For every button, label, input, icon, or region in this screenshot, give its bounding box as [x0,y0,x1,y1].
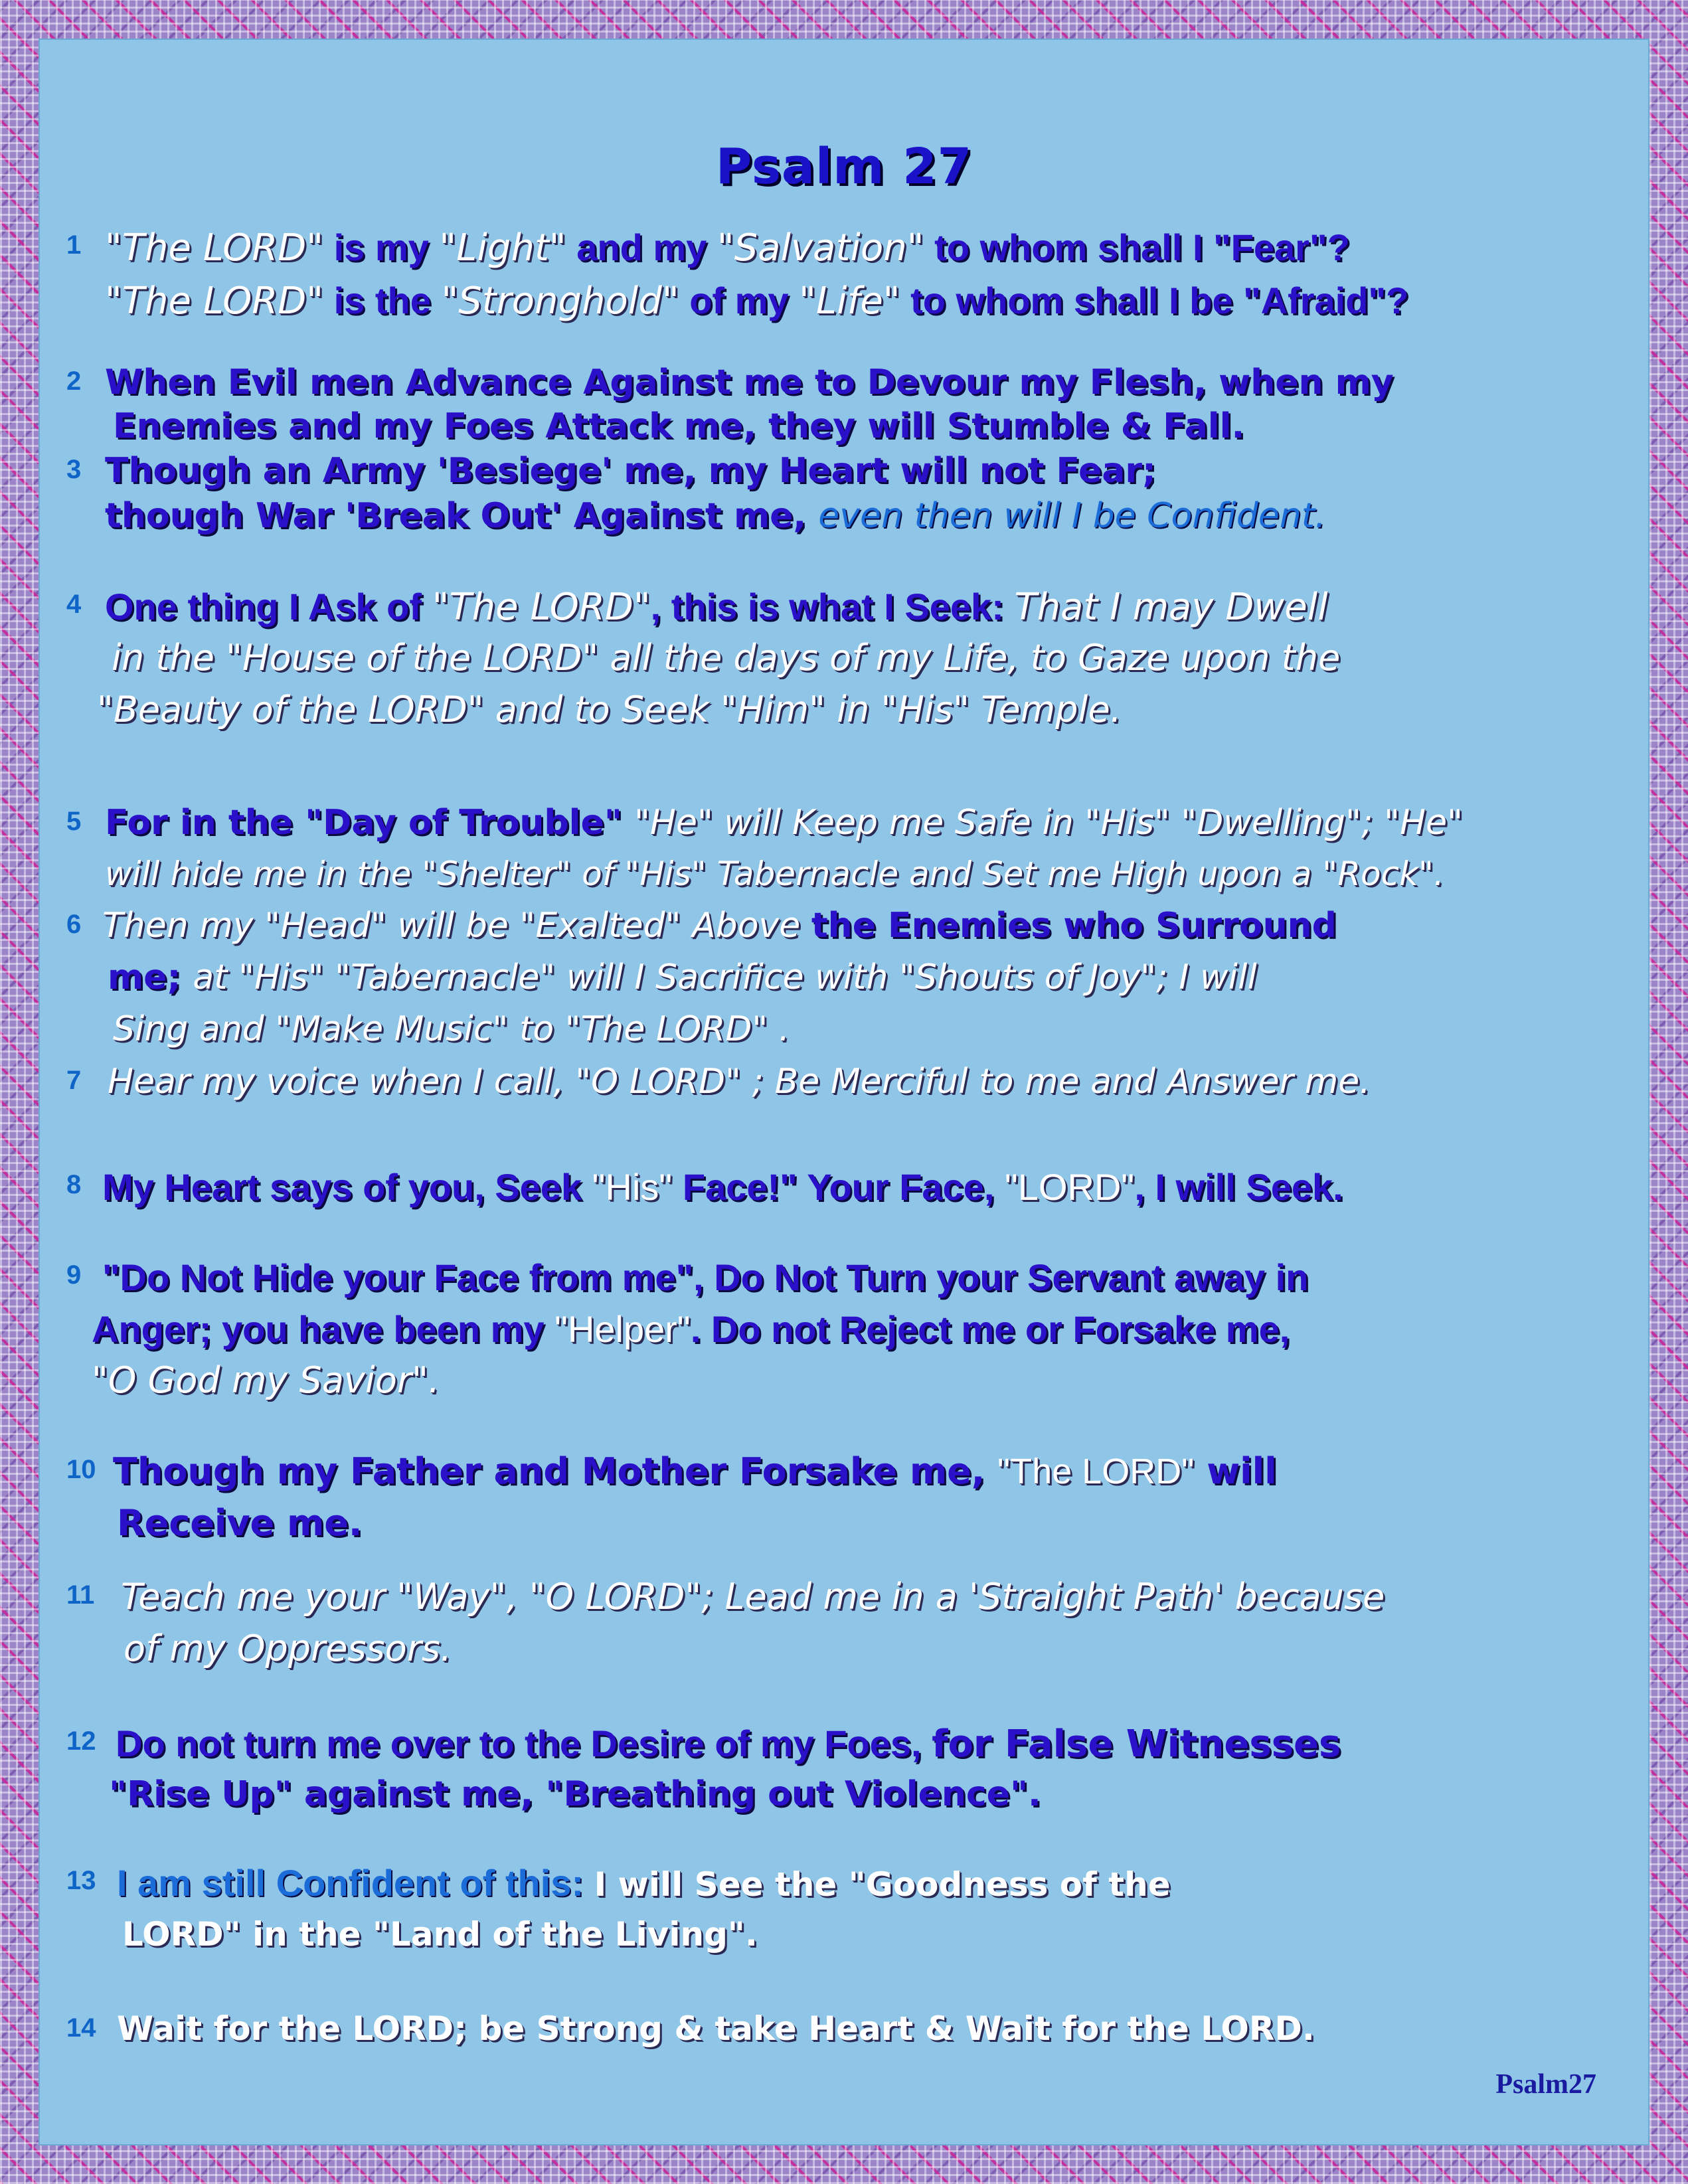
verse-number: 1 [66,230,82,260]
verse-text-blue: of my [679,280,800,321]
verse-text-white: "The LORD" [432,586,651,629]
verse-line [113,406,1245,446]
verse-text-white: at "His" "Tabernacle" will I Sacrifice with "Shouts of Joy"; I will [193,958,1257,997]
verse-number: 6 [66,910,82,939]
verse-text-white: Sing and "Make Music" to "The LORD" . [113,1009,790,1049]
verse-text-blue: the Enemies who Surround [811,906,1337,946]
verse-text-blue: , this is what I Seek: [650,586,1015,628]
verse-line [105,365,1394,400]
verse-text-white: "LORD" [1004,1166,1135,1208]
verse-text-white: "Helper" [554,1308,691,1350]
verse-text-white: "He" will Keep me Safe in "His" "Dwelling"; "He" [633,803,1464,843]
verse-text-white: I will See the "Goodness of the [594,1865,1171,1904]
verse-text-blue: me; [108,958,193,997]
verse-line [92,1359,440,1401]
verse-line [109,1774,1041,1814]
verse-text-white: "His" [592,1166,673,1208]
verse-text-blue: to whom shall I be "Afraid"? [900,280,1409,321]
footer-label: Psalm27 [1495,2069,1596,2100]
verse-text-blue: My Heart says of you, Seek [102,1166,592,1208]
verse-line [105,586,1328,629]
verse-number: 11 [66,1580,95,1610]
verse-text-blue: When Evil men Advance Against me to Devour my Flesh, when my [105,363,1394,402]
verse-number: 14 [66,2013,96,2043]
verse-line [113,1009,790,1049]
verse-number: 12 [66,1726,96,1756]
verse-number: 5 [66,807,82,836]
verse-number: 13 [66,1866,96,1895]
verse-number: 8 [66,1170,82,1199]
verse-text-white: "Salvation" [717,226,924,270]
verse-text-blue: , I will Seek. [1134,1166,1343,1208]
verse-text-white: "The LORD" [105,226,324,270]
verse-line [105,226,1350,270]
verse-text-blue: Enemies and my Foes Attack me, they will Stumble & Fall. [113,406,1245,446]
verse-line [112,637,1341,679]
verse-number: 7 [66,1066,82,1095]
verse-text-cyan: even then will I be Confident. [818,496,1326,536]
verse-text-white: will hide me in the "Shelter" of "His" Tabernacle and Set me High upon a "Rock". [105,855,1444,893]
verse-text-blue: Though my Father and Mother Forsake me, [113,1450,998,1492]
page-panel [39,39,1649,2145]
verse-line [108,1062,1371,1102]
verse-text-blue: for False Witnesses [932,1722,1341,1766]
verse-line [102,1166,1343,1208]
verse-line [105,803,1464,843]
verse-text-white: That I may Dwell [1014,586,1328,629]
verse-text-cyan: I am still Confident of this: [117,1862,594,1904]
verse-text-blue: and my [566,226,717,268]
verse-line [105,280,1409,323]
verse-text-blue: Receive me. [117,1502,363,1544]
verse-text-blue: For in the "Day of Trouble" [105,803,634,843]
verse-text-white: LORD" in the "Land of the Living". [122,1915,758,1954]
verse-text-blue: "Rise Up" against me, "Breathing out Violence". [109,1774,1041,1814]
verse-line [122,1915,758,1954]
verse-text-blue: One thing I Ask of [105,586,432,628]
verse-line [97,689,1122,730]
verse-number: 4 [66,590,82,619]
verse-number: 10 [66,1455,96,1484]
verse-text-white: Hear my voice when I call, "O LORD" ; Be Merciful to me and Answer me. [108,1062,1371,1102]
verse-number: 9 [66,1260,82,1290]
verse-text-white: "The LORD" [997,1452,1195,1491]
verse-line [113,1450,1277,1492]
verse-text-white: Then my "Head" will be "Exalted" Above [102,906,811,946]
verse-text-blue: "Do Not Hide your Face from me", Do Not Turn your Servant away in [102,1256,1309,1298]
verse-text-white: "O God my Savior". [92,1359,440,1401]
verse-text-blue: though War 'Break Out' Against me, [105,496,819,536]
verse-text-white: in the "House of the LORD" all the days of my Life, to Gaze upon the [112,637,1341,679]
verse-line [102,906,1337,946]
verse-text-blue: Though an Army 'Besiege' me, [105,451,709,491]
verse-line [108,960,1257,995]
verse-text-white: "Life" [799,280,900,323]
verse-line [121,1576,1385,1618]
verse-text-blue: Face!" Your Face, [672,1166,1005,1208]
page-title: Psalm 27 [715,138,973,195]
verse-text-blue: . Do not Reject me or Forsake me, [690,1308,1290,1350]
verse-text-white: "The LORD" [105,280,324,323]
verse-text-blue: is the [323,280,442,321]
verse-line [105,496,1326,536]
verse-line [105,855,1444,893]
verse-line [117,1502,363,1544]
verse-line [117,2009,1315,2048]
verse-text-blue: my Heart will not Fear; [708,451,1156,491]
verse-number: 3 [66,455,82,484]
verse-text-white: Teach me your "Way", "O LORD"; Lead me in a 'Straight Path' because [121,1576,1385,1618]
verse-text-white: Wait for the LORD; be Strong & take Heart & Wait for the LORD. [117,2009,1315,2048]
verse-text-blue: to whom shall I "Fear"? [924,226,1350,268]
verse-line [102,1256,1309,1298]
verse-text-white: "Stronghold" [441,280,679,323]
verse-text-blue: is my [323,226,440,268]
verse-text-blue: will [1194,1450,1277,1492]
verse-line [105,451,1156,491]
verse-text-white: "Beauty of the LORD" and to Seek "Him" in "His" Temple. [97,689,1122,730]
verse-line [92,1308,1290,1350]
verse-line [117,1862,1171,1904]
verse-text-white: "Light" [439,226,566,270]
verse-text-blue: Anger; you have been my [92,1308,555,1350]
verse-text-blue: Do not turn me over to the Desire of my Foes, [116,1722,932,1764]
verse-number: 2 [66,367,82,396]
verse-line [116,1722,1341,1766]
verse-text-white: of my Oppressors. [124,1628,452,1669]
verse-line [124,1628,452,1669]
